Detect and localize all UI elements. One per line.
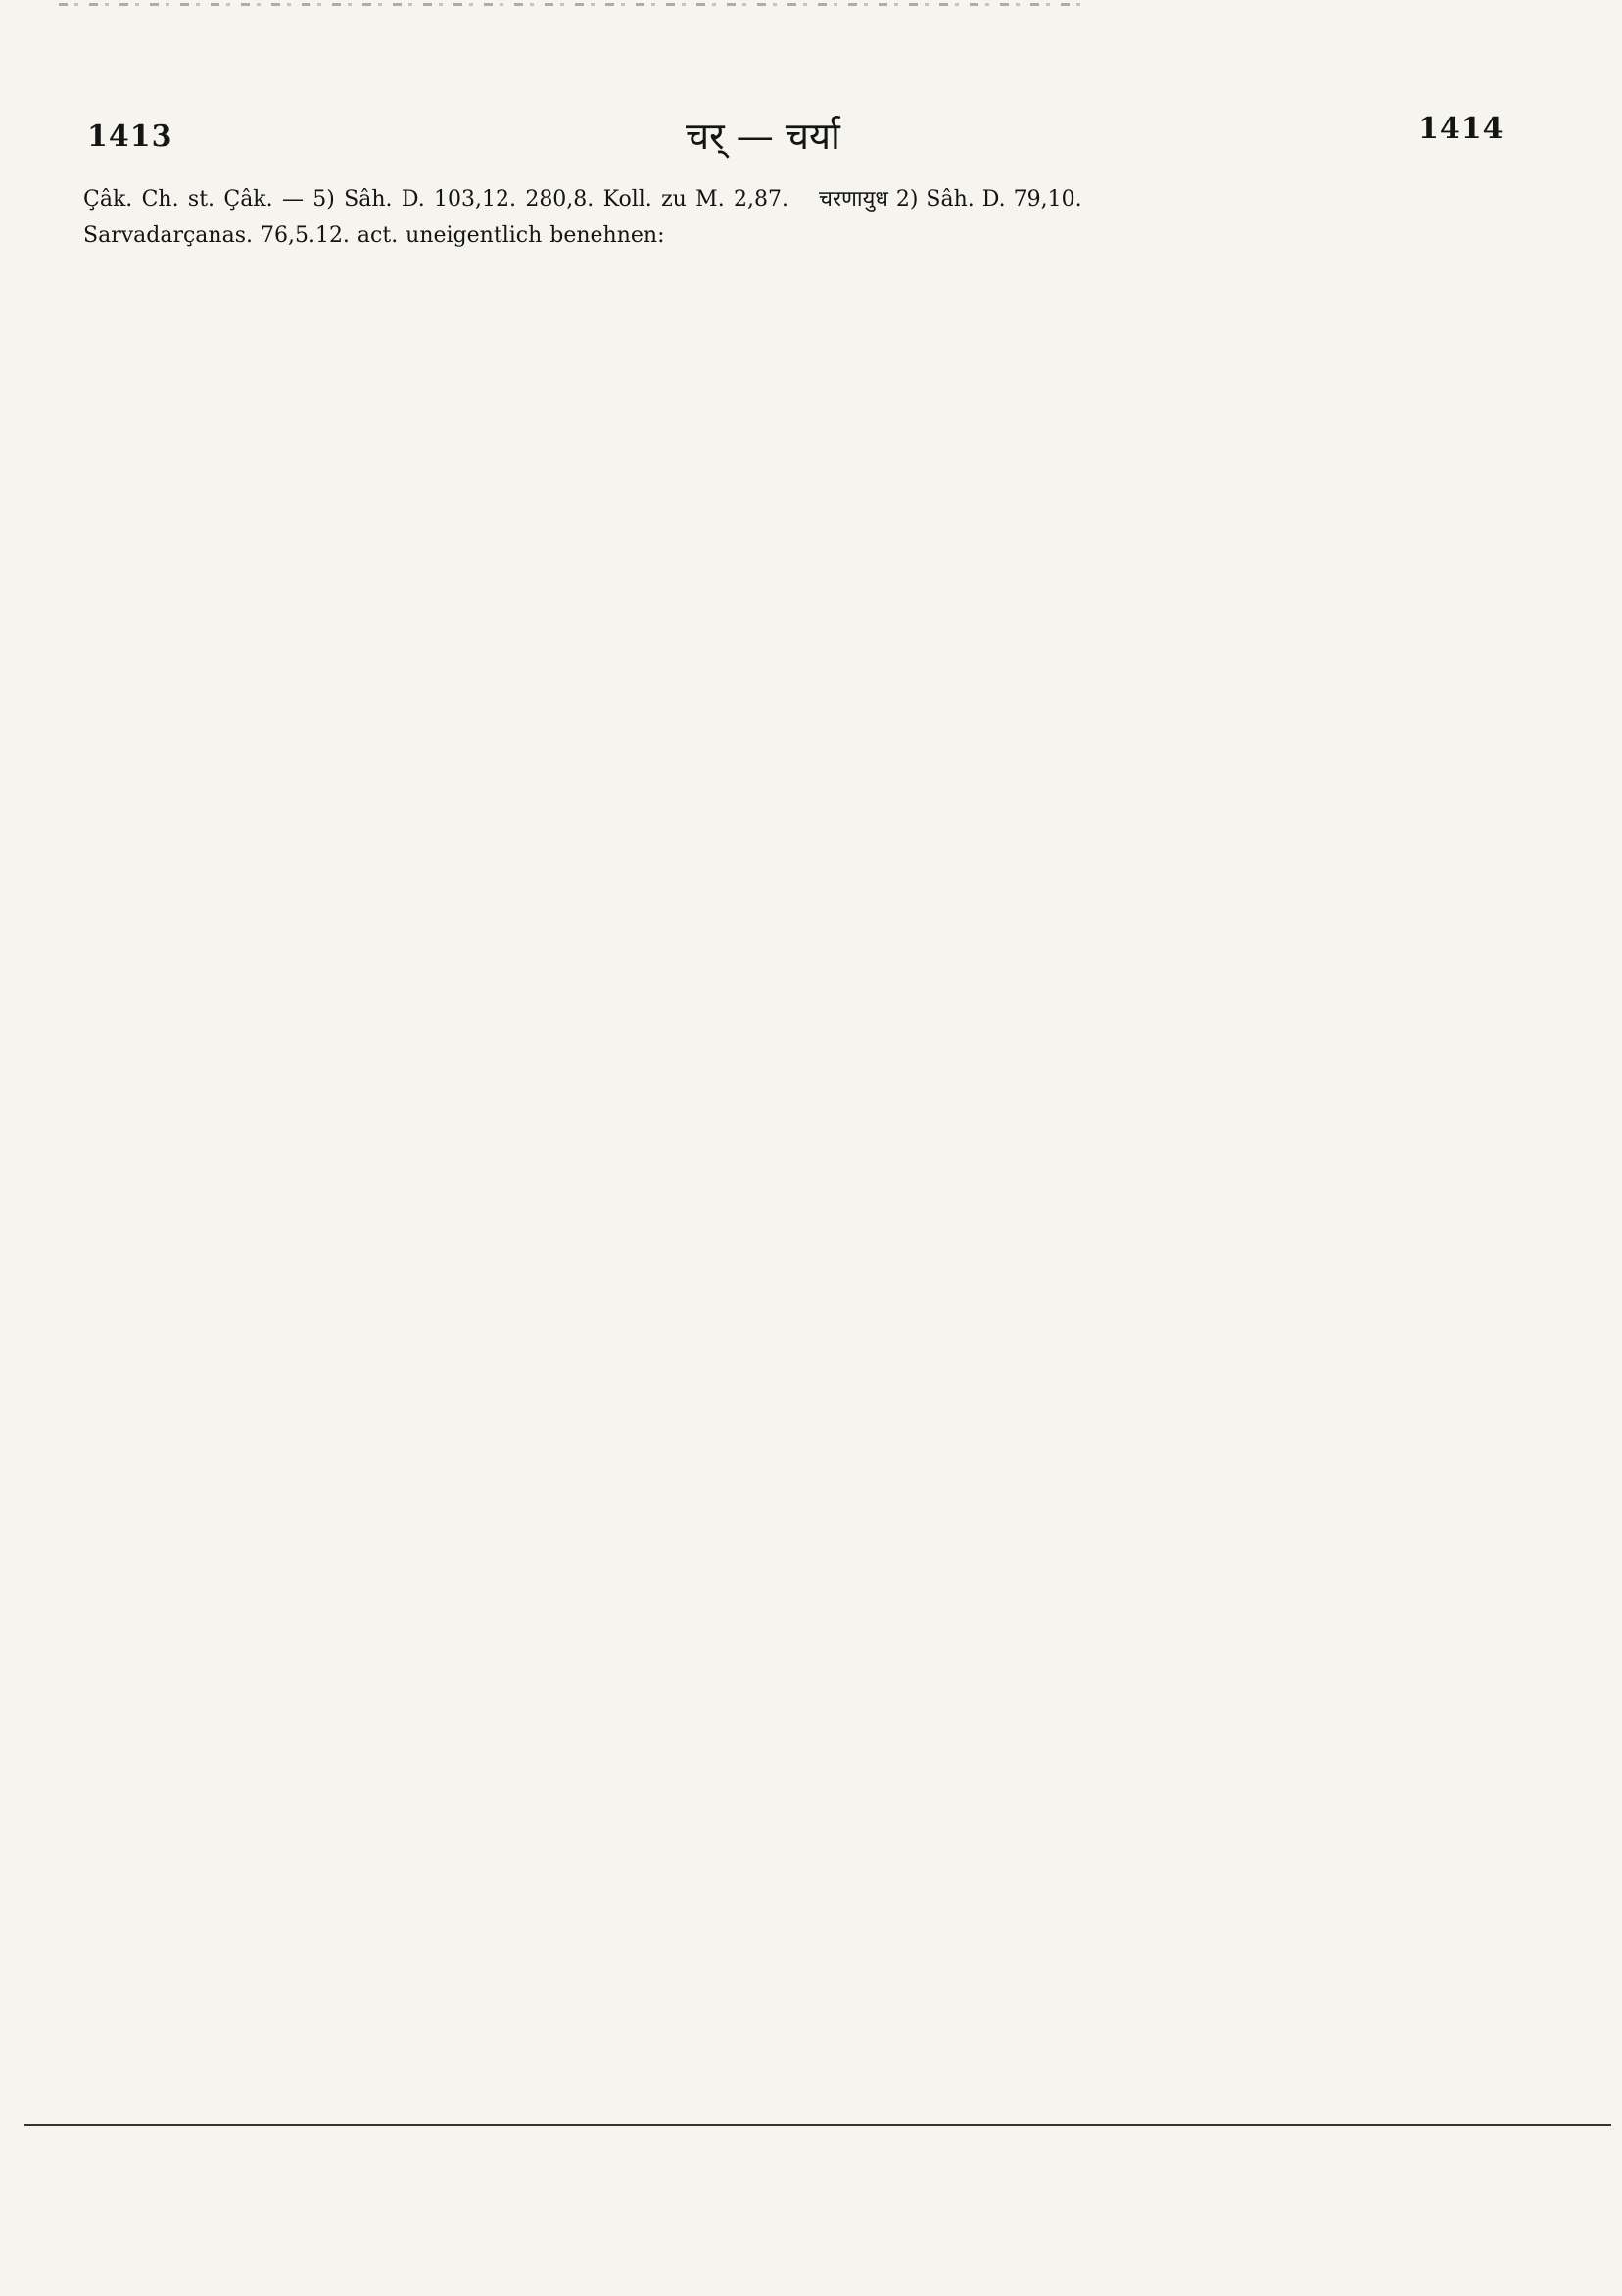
- dictionary-entry: चरणायुध 2) Sâh. D. 79,10.: [819, 187, 1082, 212]
- scan-edge-noise: [0, 0, 1622, 20]
- page-number-left: 1413: [87, 120, 173, 154]
- left-column: [83, 181, 788, 256]
- running-head: चर् — चर्या: [686, 115, 840, 158]
- footer-rule: [24, 2124, 1611, 2126]
- page-number-right: 1414: [1418, 112, 1504, 146]
- right-column: [819, 181, 1524, 219]
- dictionary-entry: Çâk. Ch. st. Çâk. — 5) Sâh. D. 103,12. 280,8. Koll. zu M. 2,87. Sarvadarçanas. 76,5.12. act. uneigentlich benehnen:: [83, 187, 788, 248]
